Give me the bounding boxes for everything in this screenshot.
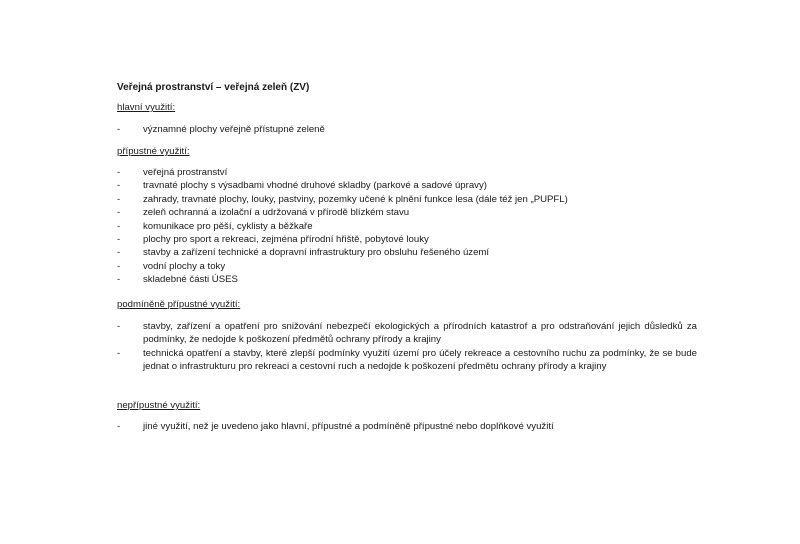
list-item: [117, 246, 697, 259]
bullet-dash: -: [117, 260, 121, 272]
bullet-dash: -: [117, 193, 121, 205]
list-item: [117, 420, 697, 433]
list-item-text: skladebné části ÚSES: [143, 274, 238, 286]
list-item: [117, 166, 697, 179]
list-item: [117, 220, 697, 233]
bullet-dash: -: [117, 167, 121, 178]
bullet-dash: -: [117, 421, 121, 432]
conditional-use-list: [117, 320, 697, 374]
bullet-dash: -: [117, 220, 121, 232]
list-item-text: veřejná prostranství: [143, 167, 228, 178]
list-item-text: zeleň ochranná a izolační a udržovaná v přírodě blízkém stavu: [143, 207, 410, 219]
bullet-dash: -: [117, 234, 121, 246]
list-item: [117, 123, 697, 136]
bullet-dash: -: [117, 321, 121, 332]
bullet-dash: -: [117, 247, 121, 259]
main-use-list: [117, 123, 697, 136]
section-heading-permitted-use: přípustné využití:: [117, 146, 190, 157]
bullet-dash: -: [117, 274, 121, 286]
list-item-text: významné plochy veřejně přístupné zeleně: [143, 124, 325, 135]
list-item-text: zahrady, travnaté plochy, louky, pastviny, pozemky učené k plnění funkce lesa (dále též jen „PUPFL): [143, 193, 568, 205]
list-item: [117, 206, 697, 219]
forbidden-use-list: [117, 420, 697, 433]
list-item: [117, 193, 697, 206]
list-item: [117, 273, 697, 286]
list-item: [117, 347, 697, 374]
list-item-text: jiné využití, než je uvedeno jako hlavní, přípustné a podmíněně přípustné nebo doplňkové využití: [143, 421, 554, 432]
list-item-text: stavby, zařízení a opatření pro snižování nebezpečí ekologických a přírodních katastrof a pro odstraňování jejich důsledků za podmínky, že nedojde k poškození předmětů ochrany přírody a krajiny: [143, 321, 697, 346]
list-item: [117, 233, 697, 246]
section-heading-main-use: hlavní využití:: [117, 102, 176, 113]
permitted-use-list: [117, 166, 697, 287]
list-item-text: travnaté plochy s výsadbami vhodné druhové skladby (parkové a sadové úpravy): [143, 180, 487, 192]
list-item: [117, 320, 697, 347]
list-item: [117, 179, 697, 192]
list-item-text: komunikace pro pěší, cyklisty a běžkaře: [143, 220, 313, 232]
document-title: Veřejná prostranství – veřejná zeleň (ZV): [117, 82, 310, 93]
section-heading-conditional-use: podmíněně přípustné využití:: [117, 299, 241, 310]
list-item-text: vodní plochy a toky: [143, 260, 226, 272]
bullet-dash: -: [117, 124, 121, 135]
list-item-text: stavby a zařízení technické a dopravní infrastruktury pro obsluhu řešeného území: [143, 247, 490, 259]
list-item-text: plochy pro sport a rekreaci, zejména přírodní hřiště, pobytové louky: [143, 234, 429, 246]
bullet-dash: -: [117, 347, 121, 359]
bullet-dash: -: [117, 180, 121, 192]
section-heading-forbidden-use: nepřípustné využití:: [117, 400, 201, 411]
list-item-text: technická opatření a stavby, které zlepší podmínky využití území pro účely rekreace a cestovního ruchu za podmínky, že se bude jednat o infrastrukturu pro rekreaci a cestovní ruch a nedojde k poškození předmětu ochrany přírody a krajiny: [143, 347, 697, 373]
bullet-dash: -: [117, 207, 121, 219]
list-item: [117, 260, 697, 273]
